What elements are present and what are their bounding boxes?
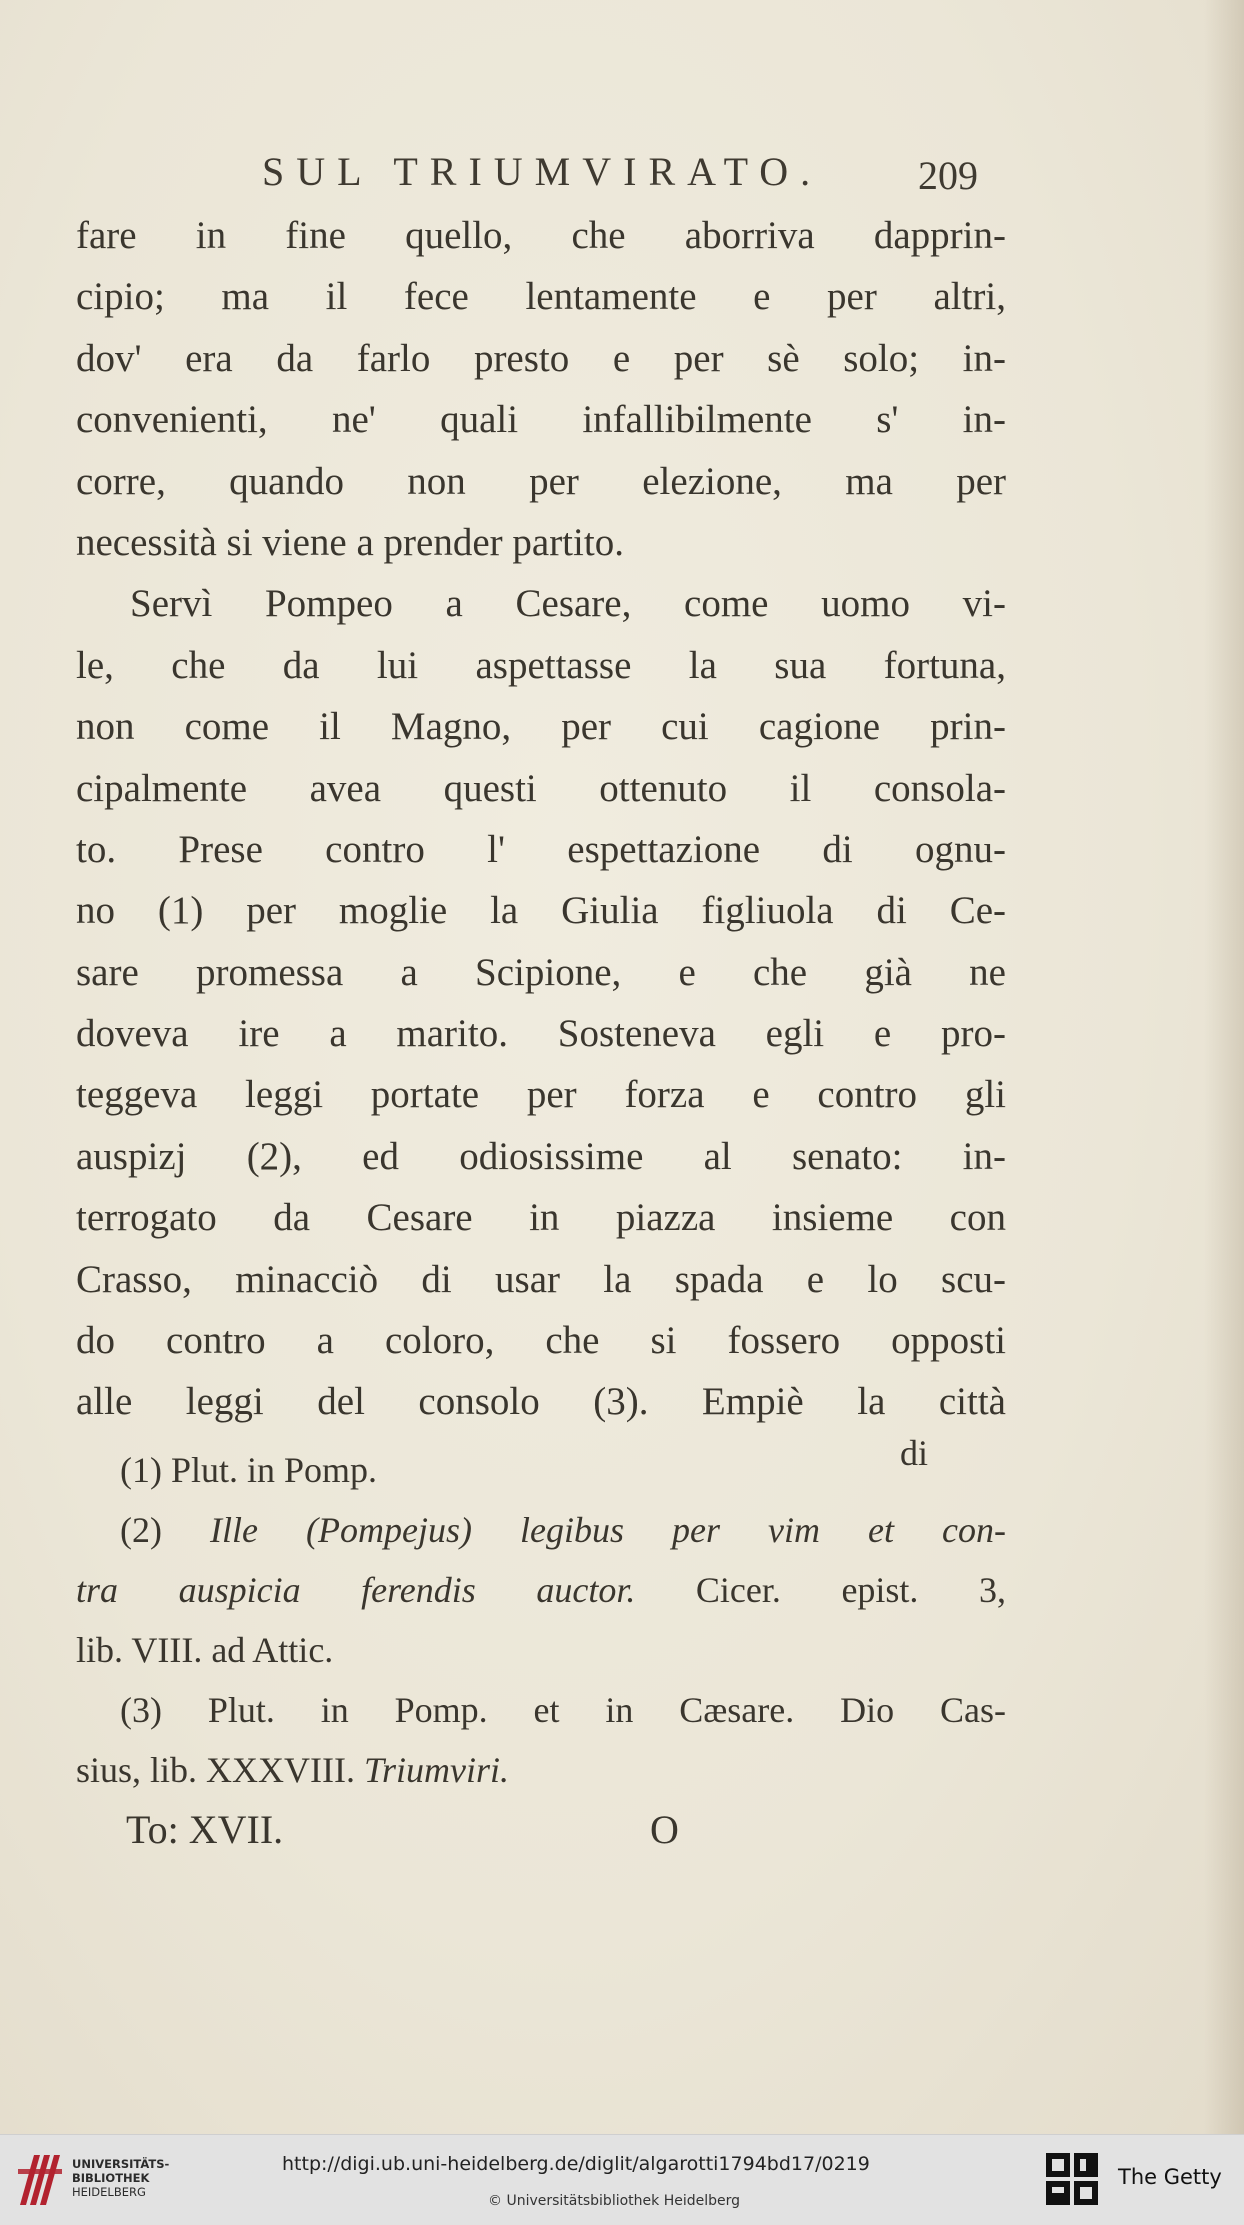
text-line: terrogato da Cesare in piazza insieme con bbox=[76, 1196, 1006, 1240]
text-line: teggeva leggi portate per forza e contro gli bbox=[76, 1073, 1006, 1117]
text-line: Crasso, minacciò di usar la spada e lo scu- bbox=[76, 1257, 1006, 1301]
viewer-footer bbox=[0, 2134, 1244, 2225]
text-line: convenienti, ne' quali infallibilmente s' in- bbox=[76, 398, 1006, 442]
text-line: necessità si viene a prender partito. bbox=[76, 520, 624, 564]
text-line: alle leggi del consolo (3). Empiè la città bbox=[76, 1380, 1006, 1424]
text-line: do contro a coloro, che si fossero opposti bbox=[76, 1319, 1006, 1363]
footnote-2-italic: tra auspicia ferendis auctor. bbox=[76, 1570, 636, 1610]
copyright-notice: © Universitätsbibliothek Heidelberg bbox=[488, 2193, 741, 2209]
footnote-3-text: sius, lib. XXXVIII. bbox=[76, 1750, 355, 1790]
text-line: sare promessa a Scipione, e che già ne bbox=[76, 950, 1006, 994]
running-title: SUL TRIUMVIRATO. bbox=[262, 149, 823, 194]
footnote-3-line bbox=[76, 1680, 1006, 1740]
library-name bbox=[72, 2157, 169, 2199]
text-line: auspizj (2), ed odiosissime al senato: in- bbox=[76, 1134, 1006, 1178]
library-name-line: HEIDELBERG bbox=[72, 2185, 146, 2199]
text-line: cipio; ma il fece lentamente e per altri, bbox=[76, 275, 1006, 319]
footnote-1-text: (1) Plut. in Pomp. bbox=[120, 1450, 378, 1490]
page-number: 209 bbox=[918, 153, 978, 198]
partner-name: The Getty bbox=[1118, 2165, 1222, 2189]
footnote-2-italic: (Pompejus) bbox=[306, 1510, 472, 1550]
footnote-2-line bbox=[76, 1500, 1006, 1560]
text-line: fare in fine quello, che aborriva dapprin- bbox=[76, 214, 1006, 257]
text-line: Servì Pompeo a Cesare, come uomo vi- bbox=[130, 582, 1006, 626]
text-line: le, che da lui aspettasse la sua fortuna, bbox=[76, 643, 1006, 687]
footnote-2-line bbox=[76, 1620, 1006, 1680]
text-line: cipalmente avea questi ottenuto il consola- bbox=[76, 766, 1006, 810]
footnote-2-italic: Ille bbox=[210, 1510, 258, 1550]
library-name-line: UNIVERSITÄTS- bbox=[72, 2157, 170, 2171]
footnote-2-citation: Cicer. epist. 3, bbox=[695, 1570, 1006, 1610]
footnote-3-italic: Triumviri. bbox=[363, 1750, 510, 1790]
footnote-2-line bbox=[76, 1560, 1006, 1620]
heidelberg-library-logo-icon bbox=[14, 2147, 66, 2211]
footnotes bbox=[76, 1440, 1006, 1800]
text-line: non come il Magno, per cui cagione prin- bbox=[76, 705, 1006, 749]
footnote-2-citation: lib. VIII. ad Attic. bbox=[76, 1630, 334, 1670]
footnote-3-line bbox=[76, 1740, 1006, 1800]
text-line: no (1) per moglie la Giulia figliuola di Ce- bbox=[76, 889, 1006, 933]
footnote-2-italic: legibus per vim et con- bbox=[520, 1510, 1007, 1550]
body-text bbox=[76, 205, 1006, 1433]
text-line: corre, quando non per elezione, ma per bbox=[76, 459, 1006, 503]
text-line: doveva ire a marito. Sosteneva egli e pro- bbox=[76, 1012, 1006, 1056]
getty-logo-icon bbox=[1046, 2153, 1098, 2205]
library-name-line: BIBLIOTHEK bbox=[72, 2171, 150, 2185]
text-line: to. Prese contro l' espettazione di ognu- bbox=[76, 827, 1006, 871]
permalink-url[interactable]: http://digi.ub.uni-heidelberg.de/diglit/algarotti1794bd17/0219 bbox=[282, 2153, 870, 2175]
footnote-1 bbox=[76, 1440, 1006, 1500]
text-line: dov' era da farlo presto e per sè solo; in- bbox=[76, 336, 1006, 380]
signature-mark: To: XVII. bbox=[126, 1807, 284, 1852]
gathering-mark: O bbox=[650, 1807, 679, 1852]
footnote-2-marker: (2) bbox=[120, 1510, 162, 1550]
page-header bbox=[0, 148, 1244, 208]
footnote-3-text: (3) Plut. in Pomp. et in Cæsare. Dio Cas- bbox=[120, 1690, 1006, 1730]
catchword: di bbox=[900, 1433, 929, 1473]
